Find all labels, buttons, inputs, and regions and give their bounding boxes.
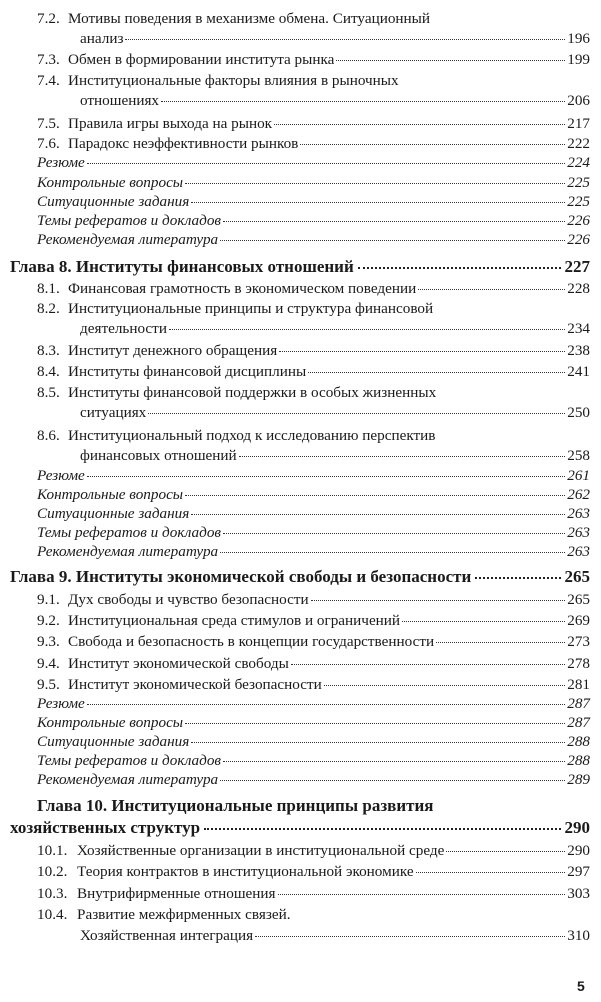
toc-entry-10-4 xyxy=(37,905,291,925)
dot-leader xyxy=(311,600,566,601)
toc-entry-summary xyxy=(37,153,590,173)
page-ref: 226 xyxy=(567,212,590,229)
toc-entry-7-4 xyxy=(37,71,399,91)
page-ref: 228 xyxy=(567,280,590,297)
toc-entry-9-5 xyxy=(37,675,590,695)
toc-entry-7-4-cont xyxy=(80,91,590,111)
dot-leader xyxy=(255,936,565,937)
page-ref: 263 xyxy=(567,524,590,541)
dot-leader xyxy=(191,202,565,203)
page-ref: 265 xyxy=(567,591,590,608)
page-ref: 278 xyxy=(567,655,590,672)
section-title: отношениях xyxy=(80,92,160,109)
dot-leader xyxy=(475,577,560,579)
page-number: 5 xyxy=(577,978,585,994)
toc-entry-10-3 xyxy=(37,884,590,904)
page-ref: 227 xyxy=(564,257,590,276)
section-title: Дух свободы и чувство безопасности xyxy=(68,591,309,608)
chapter-title: Глава 9. Институты экономической свободы и безопасности xyxy=(10,567,472,586)
section-title: Институт экономической безопасности xyxy=(68,676,322,693)
toc-entry-7-3 xyxy=(37,50,590,70)
page-ref: 261 xyxy=(567,467,590,484)
dot-leader xyxy=(220,240,565,241)
toc-entry-7-6 xyxy=(37,134,590,154)
page-ref: 290 xyxy=(564,818,590,837)
section-title: Теория контрактов в институциональной экономике xyxy=(77,863,414,880)
page-ref: 206 xyxy=(567,92,590,109)
dot-leader xyxy=(125,39,565,40)
section-title: Хозяйственная интеграция xyxy=(80,927,254,944)
toc-entry-summary xyxy=(37,694,590,714)
dot-leader xyxy=(148,413,565,414)
entry-title: Рекомендуемая литература xyxy=(37,231,219,248)
page-ref: 269 xyxy=(567,612,590,629)
entry-title: Резюме xyxy=(37,467,85,484)
dot-leader xyxy=(279,351,565,352)
page-ref: 222 xyxy=(567,135,590,152)
section-number: 9.1. xyxy=(37,591,60,608)
toc-entry-case-tasks xyxy=(37,192,590,212)
dot-leader xyxy=(278,894,566,895)
section-title: финансовых отношений xyxy=(80,447,237,464)
page-ref: 225 xyxy=(567,174,590,191)
toc-entry-essay-topics xyxy=(37,211,590,231)
dot-leader xyxy=(291,664,565,665)
dot-leader xyxy=(416,872,566,873)
toc-entry-10-4-cont xyxy=(80,926,590,946)
page-ref: 258 xyxy=(567,447,590,464)
page-ref: 226 xyxy=(567,231,590,248)
section-number: 7.3. xyxy=(37,51,60,68)
section-number: 10.4. xyxy=(37,906,68,923)
chapter-title: Глава 8. Институты финансовых отношений xyxy=(10,257,354,276)
dot-leader xyxy=(185,723,565,724)
page-ref: 288 xyxy=(567,752,590,769)
chapter-title: хозяйственных структур xyxy=(10,818,201,837)
page-ref: 224 xyxy=(567,154,590,171)
toc-entry-9-3 xyxy=(37,632,590,652)
page-ref: 225 xyxy=(567,193,590,210)
section-title: Хозяйственные организации в институциональной среде xyxy=(77,842,445,859)
entry-title: Ситуационные задания xyxy=(37,505,190,522)
toc-entry-review-questions xyxy=(37,485,590,505)
dot-leader xyxy=(169,329,565,330)
section-title: Парадокс неэффективности рынков xyxy=(68,135,299,152)
toc-entry-8-5-cont xyxy=(80,403,590,423)
dot-leader xyxy=(87,476,565,477)
entry-title: Ситуационные задания xyxy=(37,193,190,210)
section-title: Институты финансовой поддержки в особых жизненных xyxy=(68,384,437,401)
section-title: Институт денежного обращения xyxy=(68,342,278,359)
section-title: деятельности xyxy=(80,320,167,337)
toc-entry-essay-topics xyxy=(37,523,590,543)
page-ref: 250 xyxy=(567,404,590,421)
toc-chapter-8 xyxy=(10,256,590,278)
toc-chapter-9 xyxy=(10,566,590,588)
toc-chapter-10-cont xyxy=(10,817,590,839)
entry-title: Резюме xyxy=(37,695,85,712)
entry-title: Темы рефератов и докладов xyxy=(37,752,221,769)
dot-leader xyxy=(223,221,565,222)
section-number: 8.3. xyxy=(37,342,60,359)
toc-entry-7-2-cont xyxy=(80,29,590,49)
toc-entry-7-2 xyxy=(37,9,430,29)
section-number: 8.2. xyxy=(37,300,60,317)
section-number: 7.2. xyxy=(37,10,60,27)
toc-entry-8-5 xyxy=(37,383,436,403)
dot-leader xyxy=(220,552,565,553)
dot-leader xyxy=(87,704,565,705)
dot-leader xyxy=(223,533,565,534)
toc-chapter-10 xyxy=(37,795,601,817)
section-number: 10.2. xyxy=(37,863,68,880)
toc-entry-case-tasks xyxy=(37,732,590,752)
section-title: Внутрифирменные отношения xyxy=(77,885,276,902)
page-ref: 303 xyxy=(567,885,590,902)
page-ref: 262 xyxy=(567,486,590,503)
toc-entry-10-1 xyxy=(37,841,590,861)
toc-entry-summary xyxy=(37,466,590,486)
toc-entry-7-5 xyxy=(37,114,590,134)
page-ref: 289 xyxy=(567,771,590,788)
section-title: ситуациях xyxy=(80,404,147,421)
dot-leader xyxy=(324,685,565,686)
section-number: 10.1. xyxy=(37,842,68,859)
section-title: Свобода и безопасность в концепции государственности xyxy=(68,633,435,650)
section-title: Институциональный подход к исследованию перспектив xyxy=(68,427,436,444)
section-number: 7.4. xyxy=(37,72,60,89)
dot-leader xyxy=(418,289,565,290)
toc-entry-review-questions xyxy=(37,713,590,733)
page-ref: 196 xyxy=(567,30,590,47)
dot-leader xyxy=(336,60,565,61)
section-title: Развитие межфирменных связей. xyxy=(77,906,291,923)
page-ref: 217 xyxy=(567,115,590,132)
section-number: 7.5. xyxy=(37,115,60,132)
page-ref: 297 xyxy=(567,863,590,880)
section-title: Институциональная среда стимулов и ограничений xyxy=(68,612,401,629)
toc-entry-8-1 xyxy=(37,279,590,299)
section-number: 9.2. xyxy=(37,612,60,629)
section-title: анализ xyxy=(80,30,124,47)
section-number: 8.1. xyxy=(37,280,60,297)
dot-leader xyxy=(274,124,565,125)
page-ref: 310 xyxy=(567,927,590,944)
section-title: Финансовая грамотность в экономическом поведении xyxy=(68,280,417,297)
dot-leader xyxy=(220,780,565,781)
entry-title: Контрольные вопросы xyxy=(37,714,184,731)
toc-entry-essay-topics xyxy=(37,751,590,771)
section-number: 9.3. xyxy=(37,633,60,650)
page-ref: 238 xyxy=(567,342,590,359)
dot-leader xyxy=(300,144,565,145)
toc-entry-literature xyxy=(37,230,590,250)
page-ref: 265 xyxy=(564,567,590,586)
entry-title: Контрольные вопросы xyxy=(37,174,184,191)
dot-leader xyxy=(436,642,565,643)
page-ref: 241 xyxy=(567,363,590,380)
section-title: Обмен в формировании института рынка xyxy=(68,51,335,68)
section-title: Мотивы поведения в механизме обмена. Ситуационный xyxy=(68,10,430,27)
page-ref: 199 xyxy=(567,51,590,68)
dot-leader xyxy=(185,183,565,184)
section-number: 8.6. xyxy=(37,427,60,444)
page-ref: 290 xyxy=(567,842,590,859)
section-title: Институциональные принципы и структура финансовой xyxy=(68,300,434,317)
page-ref: 234 xyxy=(567,320,590,337)
toc-entry-8-3 xyxy=(37,341,590,361)
dot-leader xyxy=(239,456,566,457)
dot-leader xyxy=(223,761,565,762)
section-number: 7.6. xyxy=(37,135,60,152)
dot-leader xyxy=(402,621,565,622)
entry-title: Резюме xyxy=(37,154,85,171)
entry-title: Контрольные вопросы xyxy=(37,486,184,503)
chapter-title: Глава 10. Институциональные принципы развития xyxy=(37,796,434,815)
page-ref: 281 xyxy=(567,676,590,693)
page-ref: 287 xyxy=(567,714,590,731)
page-ref: 263 xyxy=(567,543,590,560)
section-number: 8.4. xyxy=(37,363,60,380)
section-title: Институт экономической свободы xyxy=(68,655,289,672)
dot-leader xyxy=(87,163,565,164)
toc-entry-8-4 xyxy=(37,362,590,382)
page-ref: 273 xyxy=(567,633,590,650)
section-title: Правила игры выхода на рынок xyxy=(68,115,273,132)
toc-entry-9-1 xyxy=(37,590,590,610)
dot-leader xyxy=(191,742,565,743)
toc-entry-8-2-cont xyxy=(80,319,590,339)
toc-entry-literature xyxy=(37,770,590,790)
toc-entry-review-questions xyxy=(37,173,590,193)
toc-entry-8-6 xyxy=(37,426,435,446)
toc-entry-8-6-cont xyxy=(80,446,590,466)
section-title: Институты финансовой дисциплины xyxy=(68,363,307,380)
section-number: 9.4. xyxy=(37,655,60,672)
entry-title: Темы рефератов и докладов xyxy=(37,524,221,541)
dot-leader xyxy=(446,851,565,852)
section-number: 8.5. xyxy=(37,384,60,401)
page-ref: 288 xyxy=(567,733,590,750)
toc-entry-9-4 xyxy=(37,654,590,674)
section-number: 9.5. xyxy=(37,676,60,693)
toc-entry-literature xyxy=(37,542,590,562)
dot-leader xyxy=(308,372,565,373)
dot-leader xyxy=(185,495,565,496)
page-ref: 287 xyxy=(567,695,590,712)
section-number: 10.3. xyxy=(37,885,68,902)
dot-leader xyxy=(204,828,560,830)
entry-title: Темы рефератов и докладов xyxy=(37,212,221,229)
toc-entry-10-2 xyxy=(37,862,590,882)
dot-leader xyxy=(191,514,565,515)
dot-leader xyxy=(358,267,561,269)
toc-entry-9-2 xyxy=(37,611,590,631)
entry-title: Ситуационные задания xyxy=(37,733,190,750)
toc-entry-8-2 xyxy=(37,299,433,319)
entry-title: Рекомендуемая литература xyxy=(37,771,219,788)
dot-leader xyxy=(161,101,565,102)
section-title: Институциональные факторы влияния в рыночных xyxy=(68,72,399,89)
page-ref: 263 xyxy=(567,505,590,522)
entry-title: Рекомендуемая литература xyxy=(37,543,219,560)
toc-entry-case-tasks xyxy=(37,504,590,524)
